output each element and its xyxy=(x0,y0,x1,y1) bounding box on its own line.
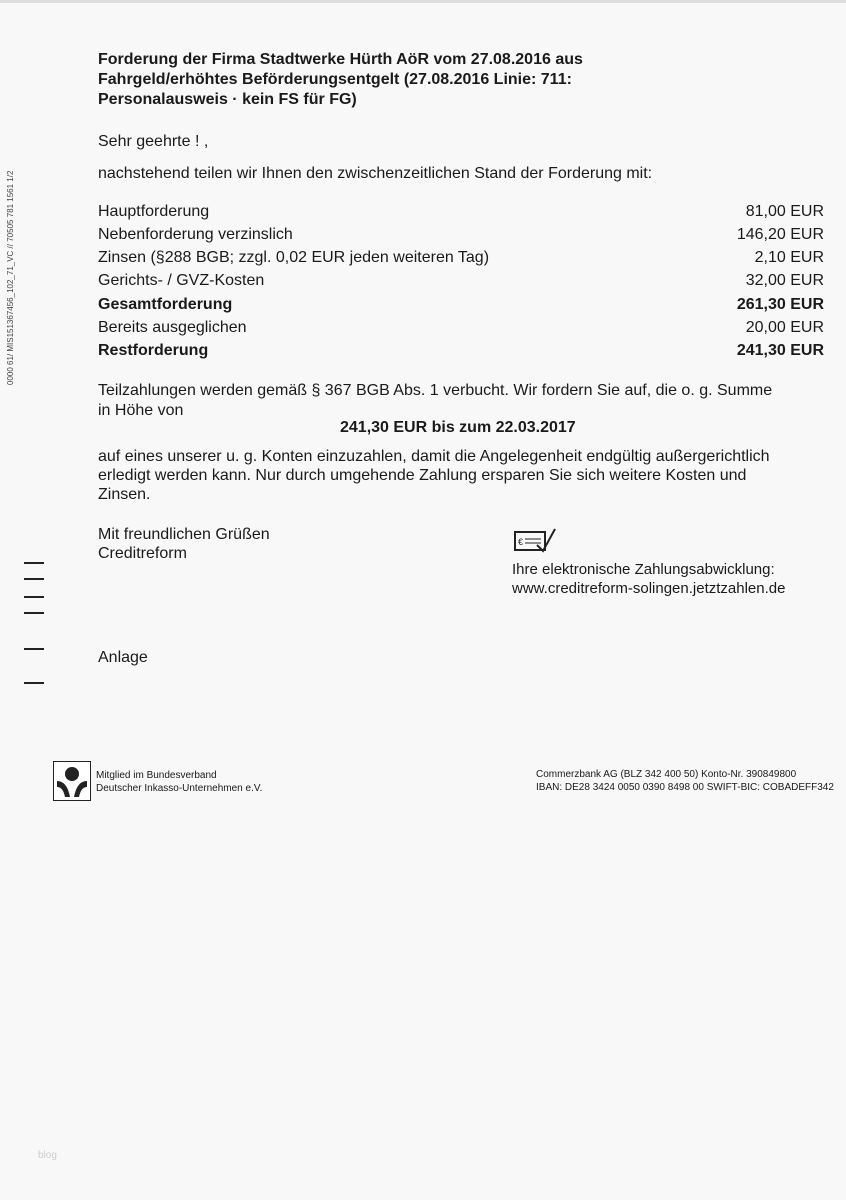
association-text xyxy=(96,769,262,795)
fold-mark xyxy=(24,578,44,580)
claim-amount: 241,30 EUR xyxy=(736,342,824,359)
fold-mark xyxy=(24,562,44,564)
claim-amount: 20,00 EUR xyxy=(745,319,824,336)
epayment-icon xyxy=(513,527,557,553)
association-logo xyxy=(53,761,91,801)
paragraph-line: auf eines unserer u. g. Konten einzuzahlen, damit die Angelegenheit endgültig außergerichtlich xyxy=(98,448,770,465)
bank-details xyxy=(536,768,834,794)
epayment-url[interactable]: www.creditreform-solingen.jetztzahlen.de xyxy=(512,580,786,597)
claim-label: Gerichts- / GVZ-Kosten xyxy=(98,272,265,289)
bank-line: IBAN: DE28 3424 0050 0390 8498 00 SWIFT-BIC: COBADEFF342 xyxy=(536,782,834,793)
claim-label: Nebenforderung verzinslich xyxy=(98,226,293,243)
claim-label: Bereits ausgeglichen xyxy=(98,319,247,336)
claim-label: Zinsen (§288 BGB; zzgl. 0,02 EUR jeden weiteren Tag) xyxy=(98,249,490,266)
association-line: Mitglied im Bundesverband xyxy=(96,770,217,781)
claim-label: Hauptforderung xyxy=(98,203,210,220)
watermark: blog xyxy=(38,1150,57,1161)
claim-amount: 2,10 EUR xyxy=(754,249,824,266)
epayment-info xyxy=(512,560,785,598)
claim-amount: 81,00 EUR xyxy=(745,203,824,220)
fold-mark xyxy=(24,612,44,614)
due-amount: 241,30 EUR bis zum 22.03.2017 xyxy=(340,419,576,436)
attachment-label: Anlage xyxy=(98,649,148,666)
fold-mark xyxy=(24,648,44,650)
salutation: Sehr geehrte ! , xyxy=(98,133,209,150)
bank-line: Commerzbank AG (BLZ 342 400 50) Konto-Nr. 390849800 xyxy=(536,769,797,780)
fold-mark xyxy=(24,596,44,598)
subject-heading xyxy=(98,50,583,110)
paragraph-line: erledigt werden kann. Nur durch umgehende Zahlung ersparen Sie sich weitere Kosten und xyxy=(98,467,747,484)
claim-row xyxy=(98,249,824,267)
association-line: Deutscher Inkasso-Unternehmen e.V. xyxy=(96,783,263,794)
instruction-paragraph xyxy=(98,447,770,504)
claim-row xyxy=(98,203,824,221)
subject-line-3: Personalausweis · kein FS für FG) xyxy=(98,91,357,108)
subject-line-2: Fahrgeld/erhöhtes Beförderungsentgelt (27.08.2016 Linie: 711: xyxy=(98,71,572,88)
claim-amount: 146,20 EUR xyxy=(736,226,824,243)
claim-label: Restforderung xyxy=(98,342,209,359)
scan-edge xyxy=(0,0,846,3)
claim-label: Gesamtforderung xyxy=(98,296,233,313)
claim-amount: 32,00 EUR xyxy=(745,272,824,289)
sender-name: Creditreform xyxy=(98,545,187,562)
claim-row xyxy=(98,319,824,337)
closing-greeting: Mit freundlichen Grüßen xyxy=(98,526,270,543)
svg-text:€: € xyxy=(518,537,524,547)
paragraph-line: in Höhe von xyxy=(98,402,184,419)
claim-row-total xyxy=(98,296,824,314)
claim-row-remaining xyxy=(98,342,824,360)
epayment-label: Ihre elektronische Zahlungsabwicklung: xyxy=(512,561,775,578)
subject-line-1: Forderung der Firma Stadtwerke Hürth AöR vom 27.08.2016 aus xyxy=(98,51,583,68)
closing xyxy=(98,525,270,563)
side-reference-code: 0000 61/ MIS151367456_102_71_VC // 70505 781 1561 1/2 xyxy=(6,170,15,385)
paragraph-line: Zinsen. xyxy=(98,486,151,503)
payment-paragraph xyxy=(98,381,772,421)
paragraph-line: Teilzahlungen werden gemäß § 367 BGB Abs. 1 verbucht. Wir fordern Sie auf, die o. g. Summe xyxy=(98,382,773,399)
fold-mark xyxy=(24,682,44,684)
claim-row xyxy=(98,226,824,244)
claim-row xyxy=(98,272,824,290)
intro-text: nachstehend teilen wir Ihnen den zwischenzeitlichen Stand der Forderung mit: xyxy=(98,165,653,182)
claim-amount: 261,30 EUR xyxy=(736,296,824,313)
